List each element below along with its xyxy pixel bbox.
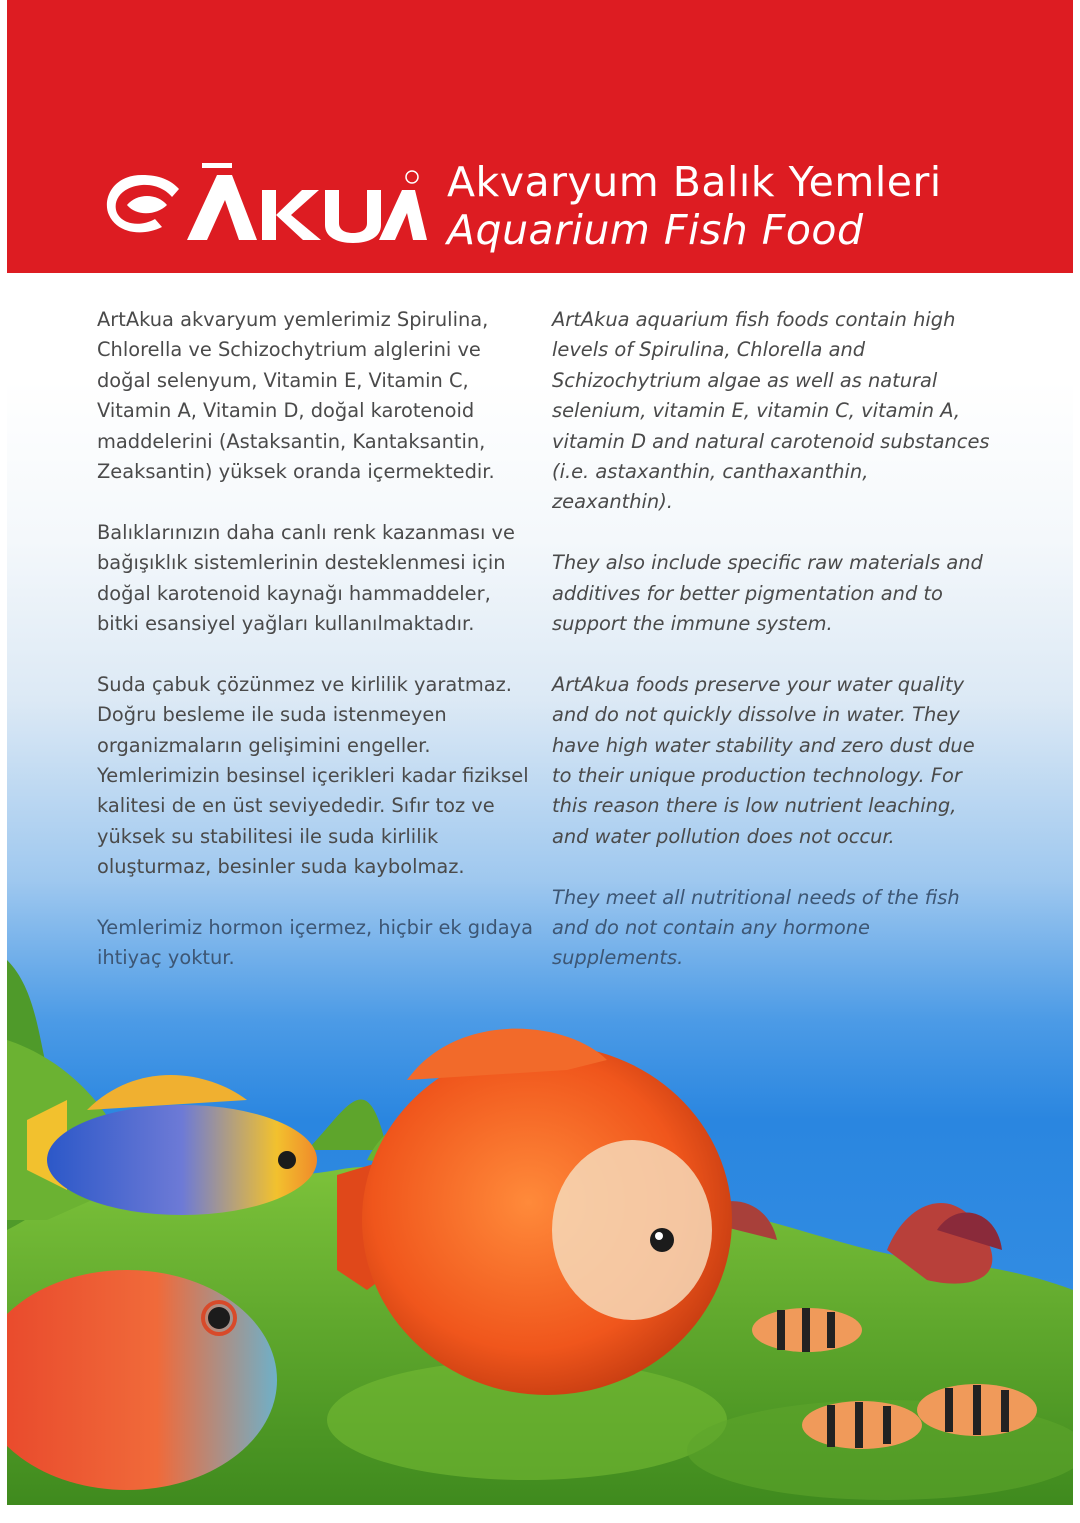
- tr-paragraph-4: Yemlerimiz hormon içermez, hiçbir ek gıdaya ihtiyaç yoktur.: [97, 916, 534, 970]
- tiger-barb-fish-3: [917, 1384, 1037, 1436]
- tr-paragraph-3: Suda çabuk çözünmez ve kirlilik yaratmaz. Doğru besleme ile suda istenmeyen organizmaların gelişimini engeller. Yemlerimizin besinsel içerikleri kadar fiziksel kalitesi de en üst seviyededir. Sıfır toz ve yüksek su stabilitesi ile suda kirlilik oluşturmaz, besinler suda kaybolmaz.: [97, 672, 529, 879]
- en-paragraph-1: ArtAkua aquarium fish foods contain high levels of Spirulina, Chlorella and Schizochytrium algae as well as natural selenium, vitamin E, vitamin C, vitamin A, vitamin D and natural carotenoid substances (i.e. astaxanthin, canthaxanthin, zeaxanthin).: [552, 308, 990, 514]
- title-turkish: Akvaryum Balık Yemleri: [447, 158, 942, 206]
- header-title: [447, 158, 942, 254]
- tr-paragraph-2: Balıklarınızın daha canlı renk kazanması ve bağışıklık sistemlerinin desteklenmesi için doğal karotenoid kaynağı hammaddeler, bitki esansiyel yağları kullanılmaktadır.: [97, 520, 515, 636]
- artakua-logo: [97, 155, 427, 250]
- tr-paragraph-1: ArtAkua akvaryum yemlerimiz Spirulina, Chlorella ve Schizochytrium alglerini ve doğal selenyum, Vitamin E, Vitamin C, Vitamin A, Vitamin D, doğal karotenoid maddelerini (Astaksantin, Kantaksantin, Zeaksantin) yüksek oranda içermektedir.: [97, 308, 495, 484]
- title-english: Aquarium Fish Food: [447, 206, 864, 254]
- en-paragraph-4: They meet all nutritional needs of the fish and do not contain any hormone supplements.: [552, 885, 960, 970]
- turkish-text-column: [97, 305, 537, 1004]
- english-text-column: [552, 305, 992, 1004]
- brochure-page: [7, 0, 1073, 1505]
- tiger-barb-fish-1: [752, 1308, 862, 1352]
- en-paragraph-2: They also include specific raw materials and additives for better pigmentation and to support the immune system.: [552, 551, 983, 636]
- tiger-barb-fish-2: [802, 1401, 922, 1449]
- en-paragraph-3: ArtAkua foods preserve your water quality and do not quickly dissolve in water. They have high water stability and zero dust due to their unique production technology. For this reason there is low nutrient leaching, and water pollution does not occur.: [552, 672, 975, 848]
- header-banner: [7, 0, 1073, 273]
